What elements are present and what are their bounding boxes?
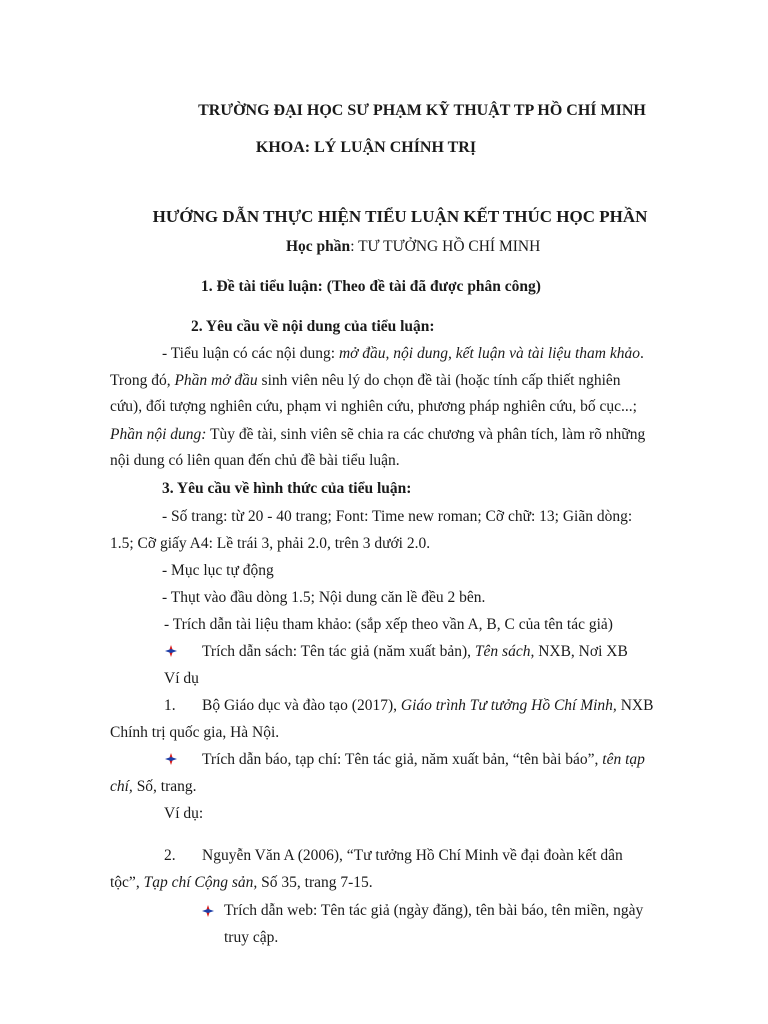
text: chí, (110, 778, 133, 795)
section2-line3: cứu), đối tượng nghiên cứu, phạm vi nghiên cứu, phương pháp nghiên cứu, bố cục...; (110, 398, 637, 415)
text: NXB, Nơi XB (534, 643, 628, 660)
web-citation-line2: truy cập. (224, 929, 279, 946)
journal-citation-line1 (202, 750, 645, 770)
section3-line1: - Số trang: từ 20 - 40 trang; Font: Time new roman; Cỡ chữ: 13; Giãn dòng: (162, 508, 633, 525)
example2-line2 (110, 873, 373, 893)
section1-heading: 1. Đề tài tiểu luận: (Theo đề tài đã được phân công) (201, 278, 541, 295)
text: Tạp chí Cộng sản, (143, 874, 258, 891)
section2-heading: 2. Yêu cầu về nội dung của tiểu luận: (191, 318, 435, 335)
text: Trong đó, (110, 372, 175, 389)
journal-citation-line2 (110, 777, 197, 797)
text: Tên sách, (474, 643, 535, 660)
section2-line5: nội dung có liên quan đến chủ đề bài tiểu luận. (110, 452, 400, 469)
course-name: : TƯ TƯỞNG HỒ CHÍ MINH (350, 238, 541, 255)
text: Số 35, trang 7-15. (257, 874, 373, 891)
text: Phần mở đầu (174, 372, 258, 389)
course-label: Học phần (286, 238, 351, 255)
book-citation (202, 642, 628, 662)
text: Giáo trình Tư tưởng Hồ Chí Minh, (400, 697, 617, 714)
section2-line4 (110, 425, 645, 445)
section2-line2 (110, 371, 621, 391)
university-name: TRƯỜNG ĐẠI HỌC SƯ PHẠM KỸ THUẬT TP HỒ CHÍ MINH (198, 102, 646, 119)
example1-line2: Chính trị quốc gia, Hà Nội. (110, 724, 280, 741)
text: tộc”, (110, 874, 144, 891)
example1-label: Ví dụ (164, 670, 199, 687)
text: Số, trang. (132, 778, 197, 795)
course-line (286, 237, 540, 257)
arrow-bullet-icon (202, 905, 214, 917)
example2-number: 2. (164, 847, 176, 864)
text: Tùy đề tài, sinh viên sẽ chia ra các chương và phân tích, làm rõ những (206, 426, 646, 443)
section3-line2: 1.5; Cỡ giấy A4: Lề trái 3, phải 2.0, trên 3 dưới 2.0. (110, 535, 431, 552)
text: Bộ Giáo dục và đào tạo (2017), (202, 697, 401, 714)
text: Phần nội dung: (110, 426, 207, 443)
example2-line1: Nguyễn Văn A (2006), “Tư tưởng Hồ Chí Minh về đại đoàn kết dân (202, 847, 623, 864)
text: NXB (616, 697, 654, 714)
text: . (639, 345, 644, 362)
section3-line5: - Trích dẫn tài liệu tham khảo: (sắp xếp theo vần A, B, C của tên tác giả) (164, 616, 613, 633)
text: Trích dẫn sách: Tên tác giả (năm xuất bản), (202, 643, 475, 660)
section3-line4: - Thụt vào đầu dòng 1.5; Nội dung căn lề đều 2 bên. (162, 589, 486, 606)
text: mở đầu, nội dung, kết luận và tài liệu tham khảo (338, 345, 640, 362)
section2-line1 (162, 344, 644, 364)
arrow-bullet-icon (165, 753, 177, 765)
section3-heading: 3. Yêu cầu về hình thức của tiểu luận: (162, 480, 412, 497)
example1-number: 1. (164, 697, 176, 714)
text: sinh viên nêu lý do chọn đề tài (hoặc tính cấp thiết nghiên (257, 372, 621, 389)
example2-label: Ví dụ: (164, 805, 204, 822)
example1-line1 (202, 696, 653, 716)
text: Trích dẫn báo, tạp chí: Tên tác giả, năm xuất bản, “tên bài báo”, (202, 751, 603, 768)
text: - Tiểu luận có các nội dung: (162, 345, 339, 362)
page-title: HƯỚNG DẪN THỰC HIỆN TIỂU LUẬN KẾT THÚC HỌC PHẦN (152, 207, 648, 226)
text: tên tạp (602, 751, 645, 768)
section3-line3: - Mục lục tự động (162, 562, 274, 579)
arrow-bullet-icon (165, 645, 177, 657)
faculty-name: KHOA: LÝ LUẬN CHÍNH TRỊ (255, 139, 477, 156)
web-citation-line1: Trích dẫn web: Tên tác giả (ngày đăng), tên bài báo, tên miền, ngày (224, 902, 644, 919)
